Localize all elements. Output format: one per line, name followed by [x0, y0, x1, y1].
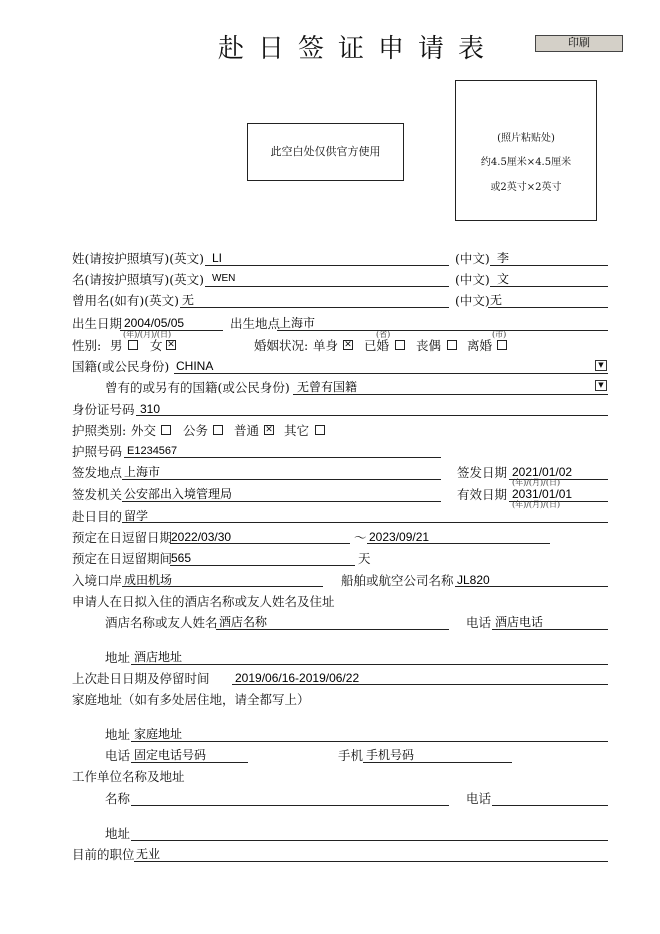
birth-place-field[interactable]: 上海市: [279, 316, 316, 330]
stay-dates-sep: ～: [354, 530, 367, 545]
hotel-section-label: 申请人在日拟入住的酒店名称或友人姓名及住址: [72, 594, 335, 609]
entry-port-label: 入境口岸: [72, 573, 123, 588]
sex-label: 性别:: [72, 338, 102, 353]
work-address-line: [131, 840, 608, 841]
issue-date-format: (年)/(月)/(日): [512, 478, 561, 487]
expiry-field[interactable]: 2031/01/01: [512, 487, 573, 501]
expiry-label: 有效日期: [457, 487, 508, 502]
passport-other-checkbox[interactable]: [315, 425, 325, 435]
mobile-label: 手机: [338, 748, 364, 763]
passport-official-label: 公务: [183, 423, 209, 438]
other-nationality-dropdown-icon[interactable]: ▼: [595, 380, 607, 391]
passport-number-label: 护照号码: [72, 444, 123, 459]
former-en-field[interactable]: 无: [182, 293, 195, 307]
birth-date-field[interactable]: 2004/05/05: [124, 316, 185, 330]
hotel-address-label: 地址: [105, 650, 131, 665]
stay-length-field[interactable]: 565: [171, 551, 192, 565]
position-field[interactable]: 无业: [136, 847, 161, 861]
hotel-name-label: 酒店名称或友人姓名: [105, 615, 218, 630]
passport-ordinary-label: 普通: [234, 423, 260, 438]
home-address-label: 地址: [105, 727, 131, 742]
hotel-address-line: [131, 664, 608, 665]
purpose-label: 赴日目的: [72, 509, 123, 524]
sex-female-checkbox[interactable]: [166, 340, 176, 350]
photo-box[interactable]: [455, 80, 597, 221]
stay-from-field[interactable]: 2022/03/30: [171, 530, 232, 544]
id-number-label: 身份证号码: [72, 402, 135, 417]
home-phone-line: [131, 762, 248, 763]
issue-place-field[interactable]: 上海市: [124, 465, 161, 479]
former-en-line: [180, 307, 449, 308]
last-visit-field[interactable]: 2019/06/16-2019/06/22: [235, 671, 360, 685]
home-address-line: [131, 741, 608, 742]
surname-cn-field[interactable]: 李: [497, 251, 510, 265]
given-en-line: [205, 286, 449, 287]
expiry-format: (年)/(月)/(日): [512, 500, 561, 509]
ship-label: 船舶或航空公司名称: [341, 573, 454, 588]
passport-ordinary-checkbox[interactable]: [264, 425, 274, 435]
former-name-label: 曾用名(如有)(英文): [72, 293, 180, 308]
position-label: 目前的职位: [72, 847, 135, 862]
passport-number-field[interactable]: E1234567: [127, 445, 178, 457]
city-hint: (市): [492, 330, 507, 339]
photo-hint-1: (照片粘贴处): [497, 133, 555, 144]
marital-single-checkbox[interactable]: [343, 340, 353, 350]
passport-type-label: 护照类别:: [72, 423, 127, 438]
home-section-label: 家庭地址（如有多处居住地，请全都写上）: [72, 692, 310, 707]
passport-diplomatic-label: 外交: [131, 423, 157, 438]
home-phone-field[interactable]: 固定电话号码: [134, 748, 207, 762]
ship-field[interactable]: JL820: [457, 573, 490, 587]
home-phone-label: 电话: [105, 748, 131, 763]
stay-to-field[interactable]: 2023/09/21: [369, 530, 430, 544]
sex-female-label: 女: [150, 338, 163, 353]
other-nationality-label: 曾有的或另有的国籍(或公民身份): [105, 380, 290, 395]
id-number-field[interactable]: 310: [140, 402, 161, 416]
hotel-name-field[interactable]: 酒店名称: [219, 615, 268, 629]
nationality-label: 国籍(或公民身份): [72, 359, 170, 374]
mobile-line: [363, 762, 512, 763]
marital-widowed-label: 丧偶: [416, 338, 442, 353]
issue-authority-field[interactable]: 公安部出入境管理局: [124, 487, 233, 501]
entry-port-field[interactable]: 成田机场: [124, 573, 173, 587]
work-name-line: [131, 805, 449, 806]
work-section-label: 工作单位名称及地址: [72, 769, 185, 784]
work-phone-label: 电话: [466, 791, 492, 806]
id-number-line: [136, 415, 608, 416]
print-button[interactable]: 印刷: [535, 35, 623, 52]
stay-length-unit: 天: [358, 551, 371, 566]
nationality-dropdown-icon[interactable]: ▼: [595, 360, 607, 371]
stay-from-line: [170, 543, 350, 544]
stay-length-line: [170, 565, 355, 566]
marital-married-checkbox[interactable]: [395, 340, 405, 350]
given-cn-label: (中文): [455, 272, 490, 287]
surname-cn-line: [490, 265, 608, 266]
issue-authority-line: [122, 501, 441, 502]
province-hint: (省): [376, 330, 391, 339]
marital-married-label: 已婚: [364, 338, 390, 353]
entry-port-line: [122, 586, 323, 587]
other-nationality-select[interactable]: 无曾有国籍: [297, 380, 358, 394]
mobile-field[interactable]: 手机号码: [366, 748, 415, 762]
passport-number-line: [124, 457, 441, 458]
hotel-name-line: [216, 629, 449, 630]
hotel-phone-field[interactable]: 酒店电话: [495, 615, 544, 629]
issue-place-line: [122, 479, 441, 480]
given-en-field[interactable]: WEN: [212, 273, 236, 284]
purpose-line: [122, 522, 608, 523]
nationality-select[interactable]: CHINA: [176, 359, 214, 373]
given-label: 名(请按护照填写)(英文): [72, 272, 205, 287]
marital-divorced-checkbox[interactable]: [497, 340, 507, 350]
stay-dates-label: 预定在日逗留日期: [72, 530, 173, 545]
marital-widowed-checkbox[interactable]: [447, 340, 457, 350]
former-cn-line: [488, 307, 608, 308]
form-title: 赴日签证申请表: [218, 34, 499, 64]
passport-official-checkbox[interactable]: [213, 425, 223, 435]
birth-date-format: (年)/(月)/(日): [123, 330, 172, 339]
former-cn-field[interactable]: 无: [490, 293, 503, 307]
birth-date-label: 出生日期: [72, 316, 123, 331]
stay-length-label: 预定在日逗留期间: [72, 551, 173, 566]
given-cn-line: [490, 286, 608, 287]
hotel-phone-line: [492, 629, 608, 630]
issue-place-label: 签发地点: [72, 465, 123, 480]
position-line: [134, 861, 608, 862]
hotel-address-field[interactable]: 酒店地址: [134, 650, 183, 664]
surname-en-line: [205, 265, 449, 266]
photo-hint-2: 约4.5厘米×4.5厘米: [480, 157, 572, 168]
surname-en-field[interactable]: LI: [212, 251, 223, 265]
nationality-line: [174, 373, 608, 374]
purpose-field[interactable]: 留学: [124, 509, 149, 523]
last-visit-label: 上次赴日日期及停留时间: [72, 671, 210, 686]
photo-hint-3: 或2英寸×2英寸: [490, 182, 562, 193]
marital-label: 婚姻状况:: [254, 338, 309, 353]
given-cn-field[interactable]: 文: [497, 272, 510, 286]
marital-single-label: 单身: [313, 338, 339, 353]
birth-place-line: [277, 330, 608, 331]
work-phone-line: [492, 805, 608, 806]
surname-label: 姓(请按护照填写)(英文): [72, 251, 205, 266]
ship-line: [455, 586, 608, 587]
passport-diplomatic-checkbox[interactable]: [161, 425, 171, 435]
former-cn-label: (中文): [455, 293, 490, 308]
work-address-label: 地址: [105, 826, 131, 841]
other-nationality-line: [293, 394, 608, 395]
stay-to-line: [367, 543, 550, 544]
official-use-box: 此空白处仅供官方使用: [247, 123, 404, 181]
surname-cn-label: (中文): [455, 251, 490, 266]
sex-male-checkbox[interactable]: [128, 340, 138, 350]
birth-place-label: 出生地点: [230, 316, 281, 331]
work-name-label: 名称: [105, 791, 131, 806]
marital-divorced-label: 离婚: [467, 338, 493, 353]
issue-date-field[interactable]: 2021/01/02: [512, 465, 573, 479]
hotel-phone-label: 电话: [466, 615, 492, 630]
issue-authority-label: 签发机关: [72, 487, 123, 502]
issue-date-label: 签发日期: [457, 465, 508, 480]
home-address-field[interactable]: 家庭地址: [134, 727, 183, 741]
sex-male-label: 男: [110, 338, 123, 353]
last-visit-line: [232, 684, 608, 685]
passport-other-label: 其它: [284, 423, 310, 438]
